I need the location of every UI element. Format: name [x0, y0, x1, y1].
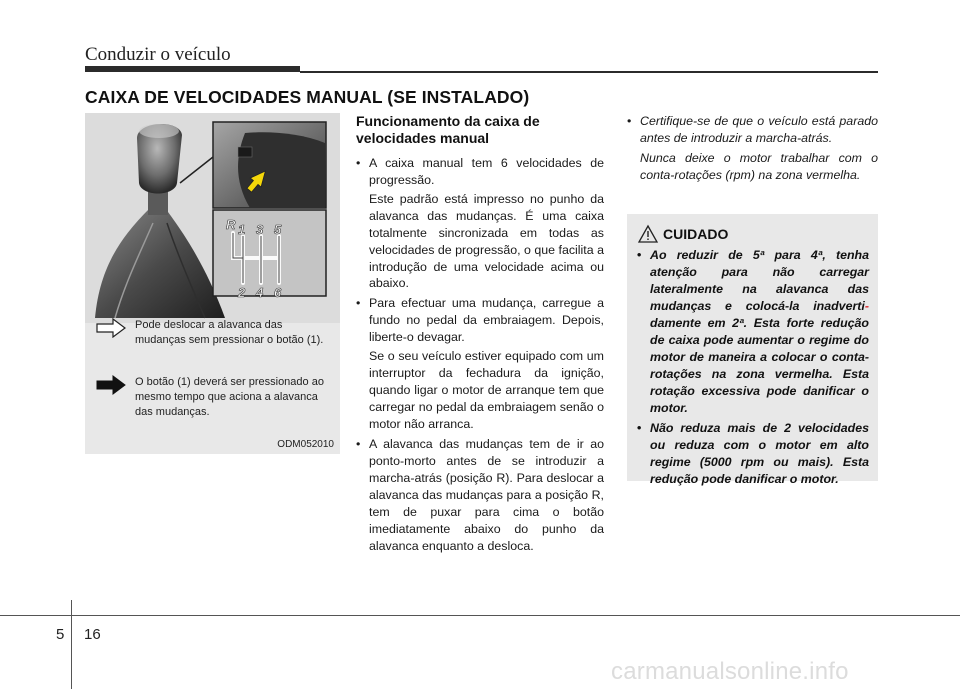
paragraph: A caixa manual tem 6 velocidades de progressão.: [369, 155, 604, 187]
caution-text: Ao reduzir de 5ª para 4ª, tenha atenção para não carregar lateralmente na alavanca das mudanças e colocá-la inadverti: [650, 248, 869, 313]
section-title: CAIXA DE VELOCIDADES MANUAL (SE INSTALADO): [85, 87, 530, 107]
caution-text: damente em 2ª. Esta forte redução de caixa pode aumentar o regime do motor de maneira a colocar o conta-rotações na zona vermelha. Esta rotação excessiva pode danificar o motor.: [650, 315, 869, 415]
header-rule-thick: [85, 66, 300, 72]
figure-code: ODM052010: [277, 439, 334, 450]
watermark: carmanualsonline.info: [611, 658, 849, 685]
chapter-title: Conduzir o veículo: [85, 44, 231, 65]
gear-shift-illustration: [85, 113, 340, 323]
bullet-icon: •: [356, 155, 361, 170]
svg-text:R: R: [226, 217, 236, 232]
manual-gearbox-operation: [356, 113, 604, 558]
bullet-icon: •: [356, 296, 361, 311]
paragraph: Para efectuar uma mudança, carregue a fundo no pedal da embraiagem. Depois, liberte-o devagar.: [369, 296, 604, 345]
hyphen-mark: -: [864, 298, 869, 313]
subheading: Funcionamento da caixa de velocidades manual: [356, 113, 540, 146]
list-item: [356, 295, 604, 433]
svg-text:3: 3: [256, 222, 264, 237]
list-item: [356, 436, 604, 555]
footer-rule: [0, 615, 960, 616]
svg-text:6: 6: [274, 285, 282, 300]
list-item: [356, 155, 604, 293]
list-item: [637, 420, 869, 488]
bullet-icon: •: [637, 248, 642, 262]
svg-text:4: 4: [256, 285, 264, 300]
svg-text:5: 5: [274, 222, 282, 237]
bullet-icon: •: [627, 114, 632, 128]
gear-shift-figure: [85, 113, 340, 454]
warning-triangle-icon: [637, 224, 659, 244]
legend-text: O botão (1) deverá ser pressionado ao mesmo tempo que aciona a alavanca das mudanças.: [135, 376, 324, 419]
reverse-gear-notes: [627, 113, 878, 187]
bullet-icon: •: [637, 420, 642, 435]
caution-text: Não reduza mais de 2 velocidades ou reduza com o motor em alto regime (5000 rpm ou mais). Esta redução pode danificar o motor.: [650, 420, 869, 486]
legend-text: Pode deslocar a alavanca das mudanças sem pressionar o botão (1).: [135, 319, 324, 347]
caution-header: [637, 224, 728, 244]
page-section-number: 5: [56, 626, 65, 643]
footer-divider: [71, 600, 72, 689]
caution-body: [637, 247, 869, 491]
hollow-arrow-icon: [95, 318, 127, 338]
paragraph: Este padrão está impresso no punho da alavanca das mudanças. É uma caixa totalmente sincronizada em todas as velocidades de progressão, o que facilita a introdução de uma velocidade acima ou abaixo.: [369, 191, 604, 291]
list-item: [627, 113, 878, 184]
list-item: [637, 247, 869, 417]
page-number: 16: [84, 626, 101, 643]
caution-box: [627, 214, 878, 486]
legend-row: [95, 375, 335, 421]
legend-row: [95, 318, 335, 348]
paragraph: Se o seu veículo estiver equipado com um interruptor da fechadura da ignição, quando ligar o motor de arranque tem que carregar no pedal da embraiagem senão o motor não arranca.: [369, 349, 604, 432]
bullet-icon: •: [356, 437, 361, 452]
paragraph: Nunca deixe o motor trabalhar com o conta-rotações (rpm) na zona vermelha.: [640, 150, 878, 182]
paragraph: A alavanca das mudanças tem de ir ao ponto-morto antes de se introduzir a marcha-atrás (posição R). Para deslocar a alavanca das mudanças para a posição R, tem de puxar para cima o botão imediatamente abaixo do punho da alavanca enquanto a desloca.: [369, 437, 604, 554]
caution-title: CUIDADO: [663, 226, 729, 242]
svg-text:1: 1: [238, 222, 246, 237]
paragraph: Certifique-se de que o veículo está parado antes de introduzir a marcha-atrás.: [640, 114, 878, 145]
solid-arrow-icon: [95, 375, 127, 395]
svg-text:2: 2: [238, 285, 246, 300]
header-rule-thin: [300, 71, 878, 73]
